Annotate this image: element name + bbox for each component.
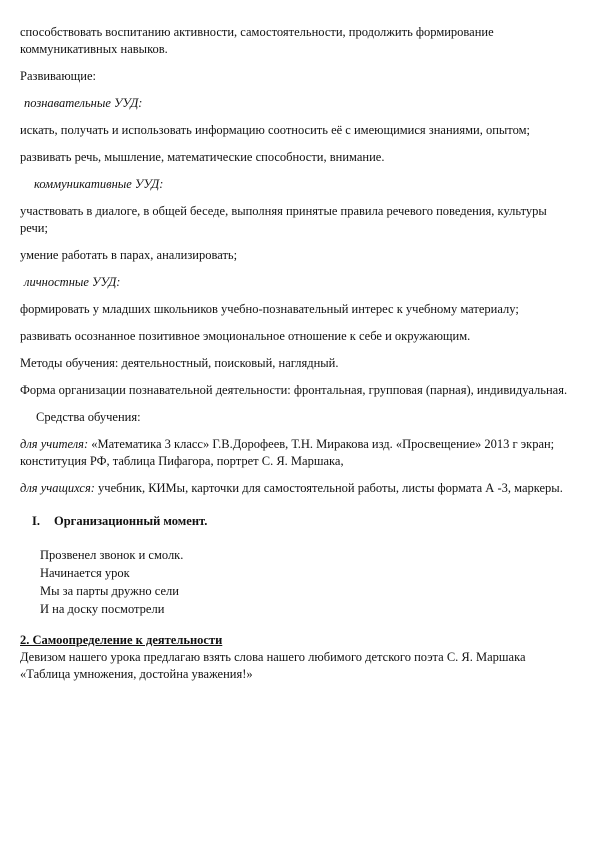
- section-self-determination-text: Девизом нашего урока предлагаю взять слова нашего любимого детского поэта С. Я. Маршака «Таблица умножения, достойна уважения!»: [20, 650, 526, 681]
- means-students-text: учебник, КИМы, карточки для самостоятельной работы, листы формата А -3, маркеры.: [98, 481, 563, 495]
- personal-uud-heading: личностные УУД:: [24, 275, 121, 289]
- cognitive-uud-heading: познавательные УУД:: [24, 96, 143, 110]
- poem-line: Мы за парты дружно сели: [40, 584, 179, 598]
- document-page: [20, 24, 576, 683]
- poem: [20, 546, 576, 618]
- means-students-paragraph: [20, 480, 576, 497]
- section-self-determination-title: 2. Самоопределение к деятельности: [20, 633, 223, 647]
- developing-title: Развивающие:: [20, 69, 96, 83]
- means-teacher-paragraph: [20, 436, 576, 470]
- communicative-item-1: участвовать в диалоге, в общей беседе, выполняя принятые правила речевого поведения, культуры речи;: [20, 204, 547, 235]
- section-number: I.: [32, 514, 40, 528]
- means-teacher-text: «Математика 3 класс» Г.В.Дорофеев, Т.Н. Миракова изд. «Просвещение» 2013 г экран; конституция РФ, таблица Пифагора, портрет С. Я. Маршака,: [20, 437, 555, 468]
- communicative-uud-heading: коммуникативные УУД:: [34, 177, 164, 191]
- section-title: Организационный момент.: [54, 514, 208, 528]
- poem-line: Прозвенел звонок и смолк.: [40, 548, 184, 562]
- form-paragraph: Форма организации познавательной деятельности: фронтальная, групповая (парная), индивидуальная.: [20, 383, 568, 397]
- cognitive-item-2: развивать речь, мышление, математические способности, внимание.: [20, 150, 385, 164]
- intro-paragraph: способствовать воспитанию активности, самостоятельности, продолжить формирование коммуникативных навыков.: [20, 25, 494, 56]
- means-title: Средства обучения:: [36, 410, 141, 424]
- methods-paragraph: Методы обучения: деятельностный, поисковый, наглядный.: [20, 356, 339, 370]
- personal-item-1: формировать у младших школьников учебно-познавательный интерес к учебному материалу;: [20, 302, 519, 316]
- poem-line: И на доску посмотрели: [40, 602, 165, 616]
- means-students-label: для учащихся:: [20, 481, 95, 495]
- personal-item-2: развивать осознанное позитивное эмоциональное отношение к себе и окружающим.: [20, 329, 471, 343]
- section-organizational-heading: [32, 513, 576, 530]
- means-teacher-label: для учителя:: [20, 437, 89, 451]
- cognitive-item-1: искать, получать и использовать информацию соотносить её с имеющимися знаниями, опытом;: [20, 123, 530, 137]
- poem-line: Начинается урок: [40, 566, 130, 580]
- communicative-item-2: умение работать в парах, анализировать;: [20, 248, 238, 262]
